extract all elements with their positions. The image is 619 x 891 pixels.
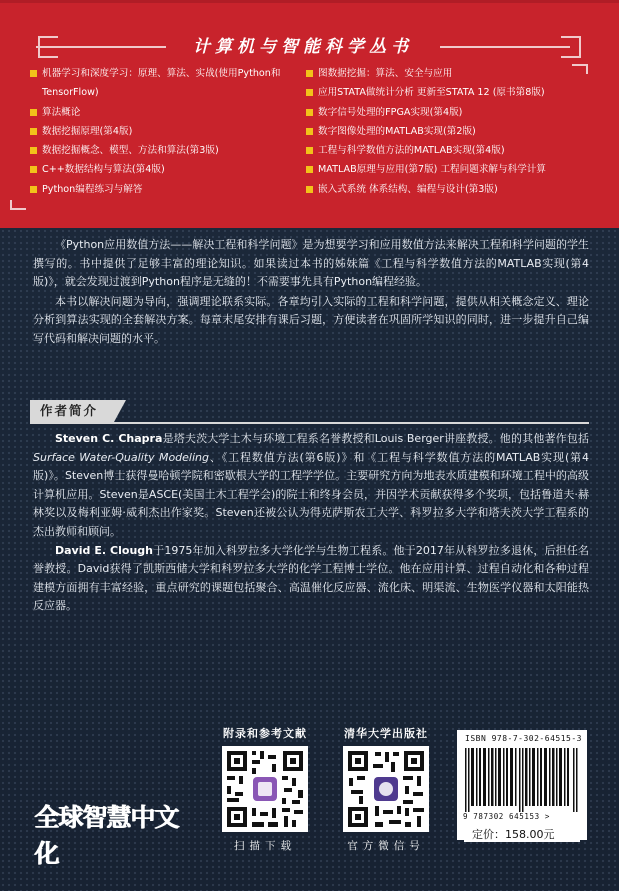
description-paragraph: 《Python应用数值方法——解决工程和科学问题》是为想要学习和应用数值方法来解决工程和科学问题的学生撰写的。书中提供了足够丰富的理论知识。如果读过本书的姊妹篇《工程与科学数值方法的MATLAB实现(第4版)》，就会发现过渡到Python程序是无缝的！不需要事先具有Python编程经验。 bbox=[33, 238, 589, 289]
author-bio: David E. Clough于1975年加入科罗拉多大学化学与生物工程系。他于2017年从科罗拉多退休，后担任名誉教授。David获得了凯斯西储大学和科罗拉多大学的化学工程博士学位。他在应用计算、过程自动化和各种过程建模方面拥有丰富经验，重点研究的课题包括聚合、高温催化反应器、流化床、明渠流、生物医学仪器和太阳能热反应器。 bbox=[33, 543, 589, 613]
barcode-digits: 9 787302 645153 > bbox=[463, 812, 550, 821]
qr-download-caption: 扫描下载 bbox=[234, 840, 296, 852]
series-book: 机器学习和深度学习：原理、算法、实战(使用Python和 TensorFlow) bbox=[30, 64, 305, 103]
square-bullet-icon bbox=[30, 166, 37, 173]
series-book: 图数据挖掘：算法、安全与应用 bbox=[306, 64, 570, 83]
author-name: David E. Clough bbox=[55, 543, 153, 557]
author-section-header bbox=[30, 400, 589, 422]
title-rule-right bbox=[440, 46, 570, 48]
corner-ornament-top bbox=[572, 64, 588, 74]
series-list-left bbox=[30, 64, 305, 199]
title-bracket-right bbox=[561, 36, 581, 58]
qr-code-icon[interactable] bbox=[343, 746, 429, 832]
square-bullet-icon bbox=[306, 186, 313, 193]
qr-code-icon[interactable] bbox=[222, 746, 308, 832]
publisher-logo bbox=[34, 800, 194, 868]
series-title-bar bbox=[0, 36, 619, 58]
price-label: 定价：158.00元 bbox=[472, 828, 555, 841]
series-book: C++数据结构与算法(第4版) bbox=[30, 160, 305, 179]
qr-download-title: 附录和参考文献 bbox=[223, 727, 307, 740]
qr-wechat-caption: 官方微信号 bbox=[347, 840, 425, 852]
qr-wechat-title: 清华大学出版社 bbox=[344, 727, 428, 740]
series-book: 嵌入式系统 体系结构、编程与设计(第3版) bbox=[306, 180, 570, 199]
series-book: 工程与科学数值方法的MATLAB实现(第4版) bbox=[306, 141, 570, 160]
series-list-right bbox=[306, 64, 570, 199]
square-bullet-icon bbox=[306, 70, 313, 77]
square-bullet-icon bbox=[306, 109, 313, 116]
square-bullet-icon bbox=[30, 70, 37, 77]
description-paragraph: 本书以解决问题为导向，强调理论联系实际。各章均引入实际的工程和科学问题，提供从相关概念定义、理论分析到算法实现的全套解决方案。每章末尾安排有课后习题，方便读者在巩固所学知识的同时，进一步提升自己编写代码和解决问题的水平。 bbox=[33, 294, 589, 345]
author-section-rule bbox=[30, 422, 589, 424]
corner-ornament-bottom bbox=[10, 200, 26, 210]
book-description bbox=[33, 236, 589, 349]
square-bullet-icon bbox=[306, 147, 313, 154]
series-book: Python编程练习与解答 bbox=[30, 180, 305, 199]
author-bio: Steven C. Chapra是塔夫茨大学土木与环境工程系名誉教授和Louis Berger讲座教授。他的其他著作包括Surface Water-Quality Modeling、《工程数值方法(第6版)》和《工程与科学数值方法的MATLAB实现(第4版)》。Steven博士获得曼哈顿学院和密歇根大学的工程学学位。主要研究方向为地表水质建模和环境工程中的高级计算机应用。Steven是ASCE(美国土木工程学会)的院士和终身会员，并因学术贡献获得多个奖项，包括鲁道夫·赫林奖以及梅利亚姆·威利杰出作家奖。Steven还被公认为得克萨斯农工大学、科罗拉多大学和塔夫茨大学工程系的杰出教师和顾问。 bbox=[33, 432, 589, 538]
book-title-italic: Surface Water-Quality Modeling bbox=[33, 450, 209, 464]
isbn-number: ISBN 978-7-302-64515-3 bbox=[465, 734, 582, 743]
title-rule-left bbox=[36, 46, 166, 48]
square-bullet-icon bbox=[30, 109, 37, 116]
square-bullet-icon bbox=[306, 89, 313, 96]
logo-text: 全球智慧中文化 bbox=[34, 803, 179, 868]
qr-wechat bbox=[331, 724, 441, 853]
series-book: 算法概论 bbox=[30, 103, 305, 122]
series-book: MATLAB原理与应用(第7版) 工程问题求解与科学计算 bbox=[306, 160, 570, 179]
qr-download bbox=[210, 724, 320, 853]
author-section-title: 作者简介 bbox=[30, 400, 114, 422]
author-name: Steven C. Chapra bbox=[55, 432, 163, 445]
square-bullet-icon bbox=[30, 128, 37, 135]
square-bullet-icon bbox=[306, 128, 313, 135]
series-book: 应用STATA做统计分析 更新至STATA 12 (原书第8版) bbox=[306, 83, 570, 102]
author-bios bbox=[33, 430, 589, 616]
series-book: 数据挖掘概念、模型、方法和算法(第3版) bbox=[30, 141, 305, 160]
square-bullet-icon bbox=[306, 166, 313, 173]
series-book: 数字图像处理的MATLAB实现(第2版) bbox=[306, 122, 570, 141]
square-bullet-icon bbox=[30, 186, 37, 193]
square-bullet-icon bbox=[30, 147, 37, 154]
barcode-icon bbox=[465, 748, 579, 812]
series-title: 计算机与智能科学丛书 bbox=[193, 37, 413, 57]
series-book: 数据挖掘原理(第4版) bbox=[30, 122, 305, 141]
series-book: 数字信号处理的FPGA实现(第4版) bbox=[306, 103, 570, 122]
series-band bbox=[0, 0, 619, 228]
